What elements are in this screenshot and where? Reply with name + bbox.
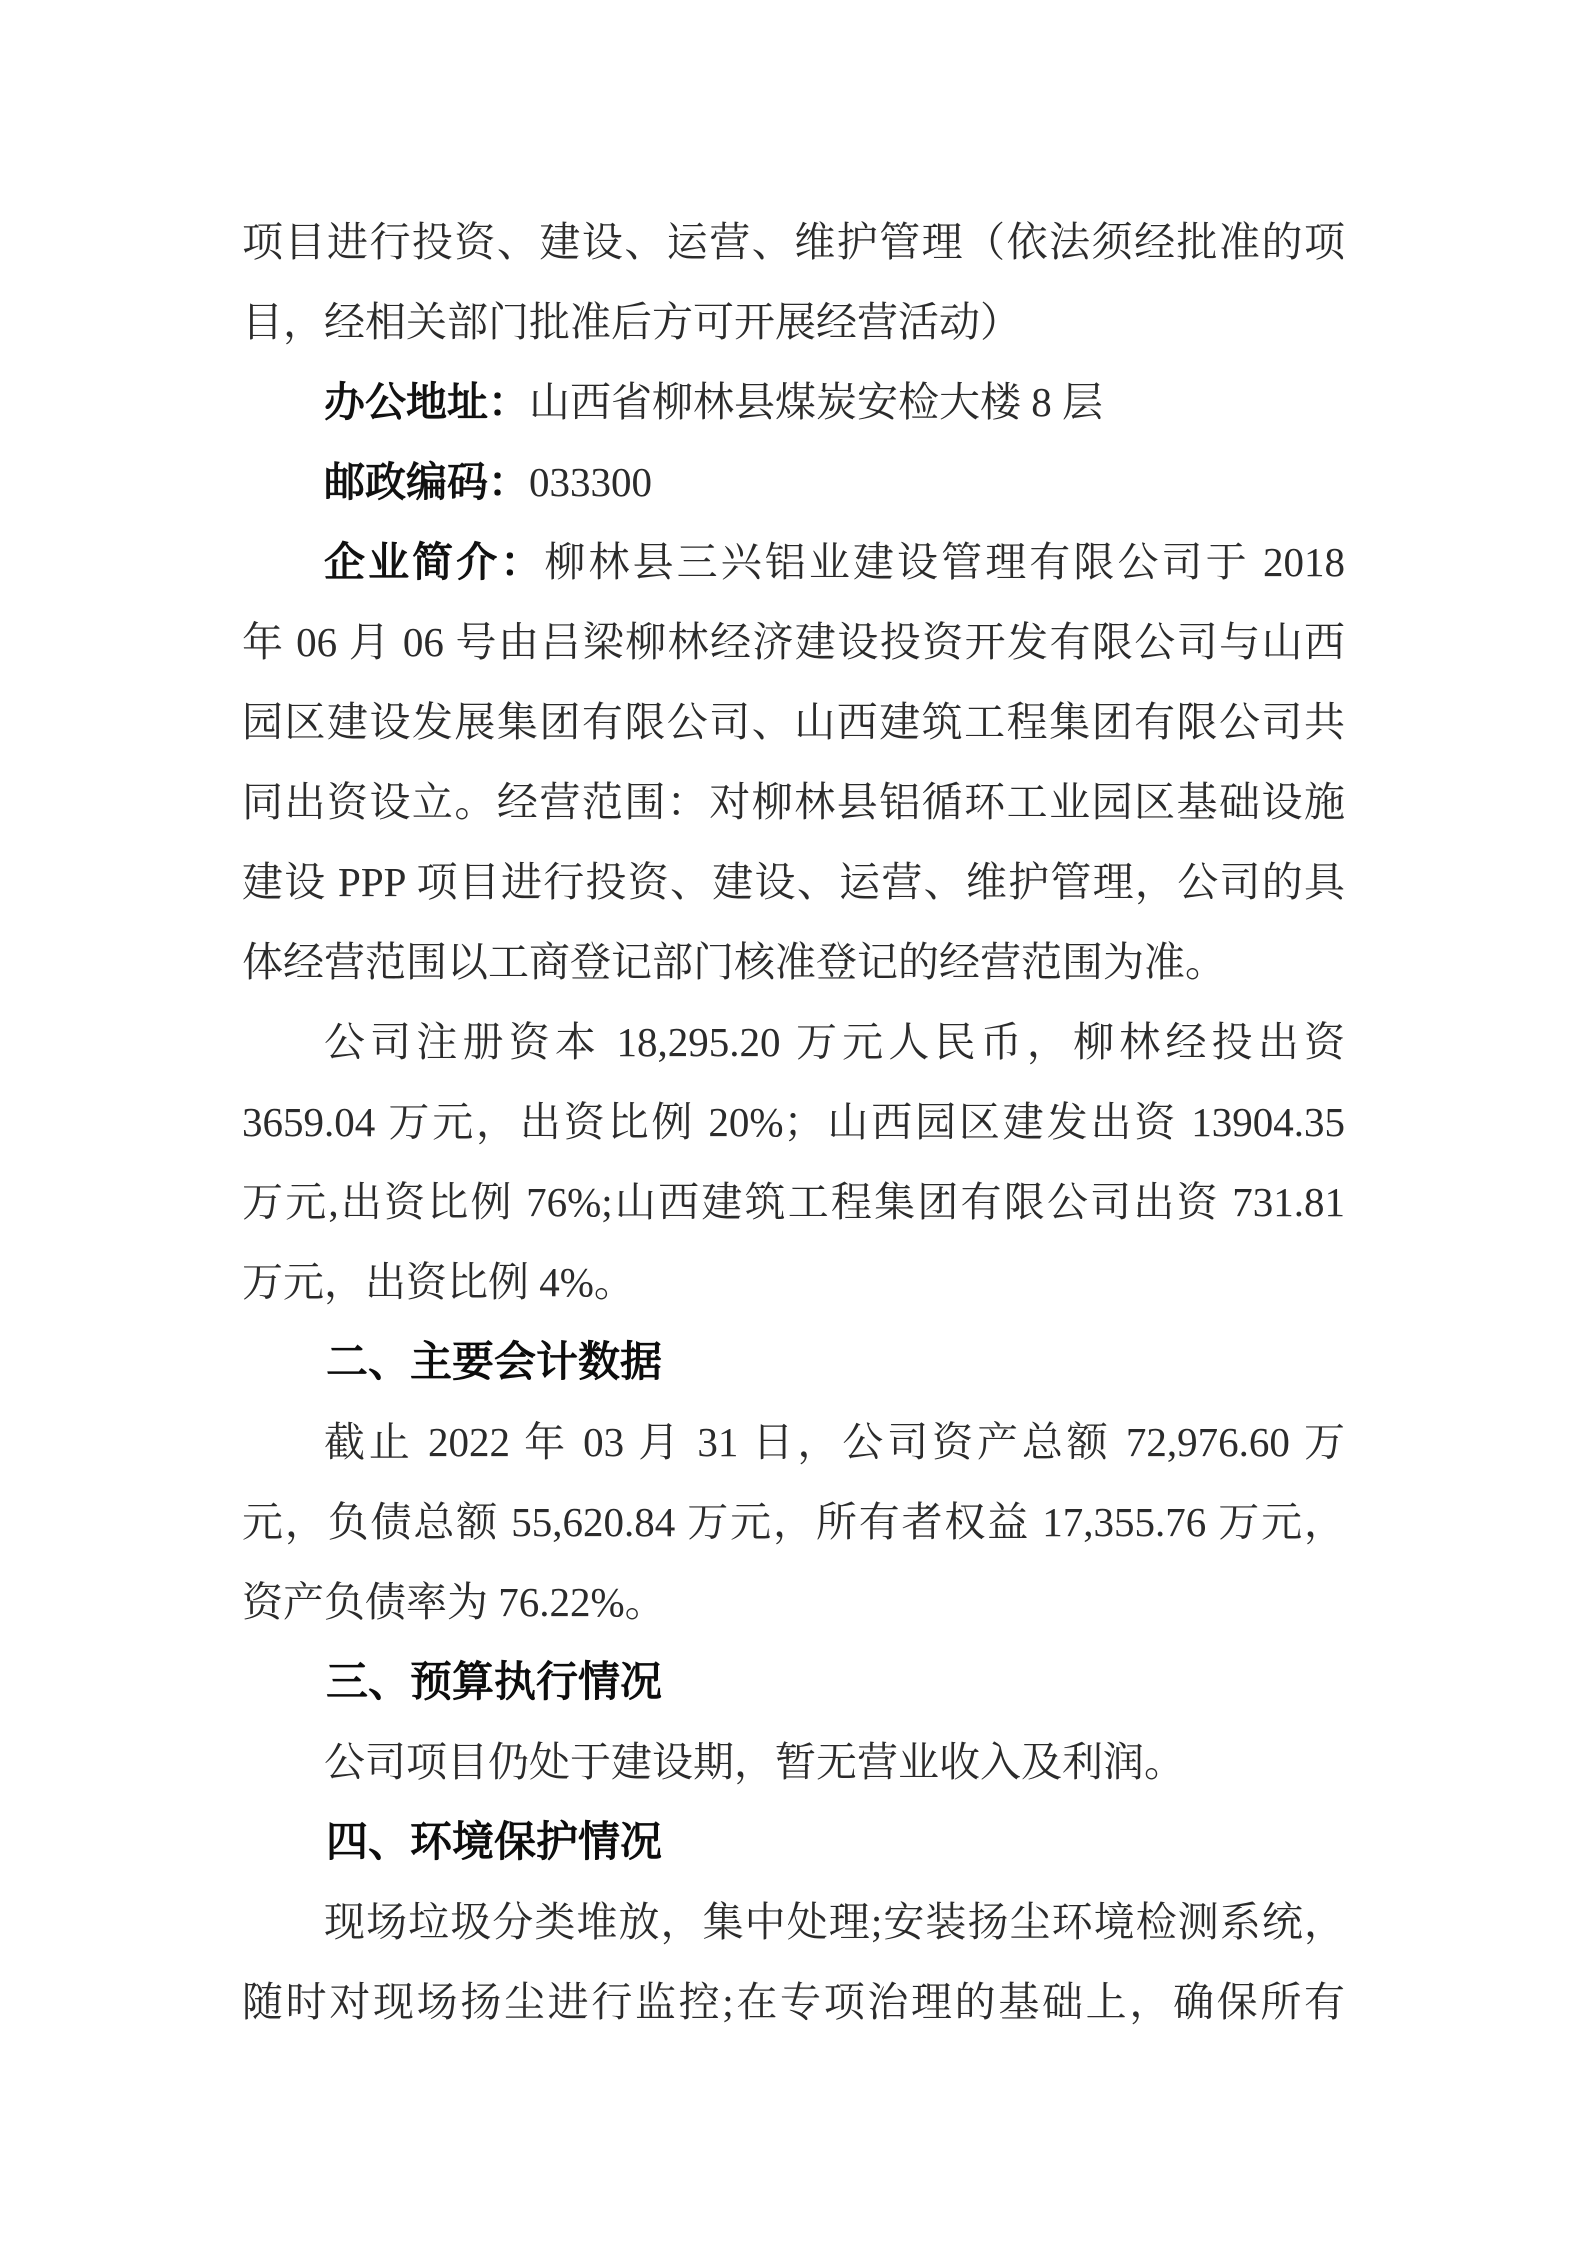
text-line (242, 1562, 1345, 1642)
line-text: 现场垃圾分类堆放，集中处理;安装扬尘环境检测系统， (324, 1899, 1345, 1945)
text-line (242, 682, 1345, 762)
text-line (242, 1162, 1345, 1242)
line-text: 公司项目仍处于建设期，暂无营业收入及利润。 (324, 1739, 1185, 1785)
text-line (242, 602, 1345, 682)
text-line (242, 1722, 1345, 1802)
line-text: 目，经相关部门批准后方可开展经营活动） (242, 299, 1021, 345)
section-heading (242, 1642, 1345, 1722)
line-text: 园区建设发展集团有限公司、山西建筑工程集团有限公司共 (242, 699, 1345, 745)
text-line (242, 362, 1345, 442)
text-line (242, 1962, 1345, 2042)
line-text: 建设 PPP 项目进行投资、建设、运营、维护管理，公司的具 (242, 859, 1345, 905)
text-line (242, 522, 1345, 602)
line-text: 3659.04 万元，出资比例 20%；山西园区建发出资 13904.35 (242, 1099, 1345, 1145)
field-label: 企业简介： (324, 539, 545, 585)
line-text: 资产负债率为 76.22%。 (242, 1579, 666, 1625)
text-line (242, 1242, 1345, 1322)
text-line (242, 282, 1345, 362)
text-line (242, 202, 1345, 282)
line-text: 截止 2022 年 03 月 31 日，公司资产总额 72,976.60 万 (324, 1419, 1345, 1465)
field-label: 办公地址： (324, 379, 529, 425)
line-text: 随时对现场扬尘进行监控;在专项治理的基础上，确保所有 (242, 1979, 1345, 2025)
line-text: 体经营范围以工商登记部门核准登记的经营范围为准。 (242, 939, 1226, 985)
text-line (242, 842, 1345, 922)
line-text: 项目进行投资、建设、运营、维护管理（依法须经批准的项 (242, 219, 1345, 265)
line-text: 三、预算执行情况 (326, 1658, 663, 1705)
text-line (242, 1082, 1345, 1162)
line-text: 山西省柳林县煤炭安检大楼 8 层 (529, 379, 1103, 425)
text-line (242, 1402, 1345, 1482)
line-text: 万元，出资比例 4%。 (242, 1259, 635, 1305)
line-text: 同出资设立。经营范围：对柳林县铝循环工业园区基础设施 (242, 779, 1345, 825)
text-line (242, 922, 1345, 1002)
line-text: 公司注册资本 18,295.20 万元人民币，柳林经投出资 (324, 1019, 1345, 1065)
line-text: 万元,出资比例 76%;山西建筑工程集团有限公司出资 731.81 (242, 1179, 1345, 1225)
text-line (242, 1882, 1345, 1962)
line-text: 元，负债总额 55,620.84 万元，所有者权益 17,355.76 万元， (242, 1499, 1345, 1545)
line-text: 二、主要会计数据 (326, 1338, 663, 1385)
field-label: 邮政编码： (324, 459, 529, 505)
text-line (242, 442, 1345, 522)
text-line (242, 1002, 1345, 1082)
line-text: 年 06 月 06 号由吕梁柳林经济建设投资开发有限公司与山西 (242, 619, 1345, 665)
document-body (242, 202, 1345, 2042)
text-line (242, 1482, 1345, 1562)
line-text: 柳林县三兴铝业建设管理有限公司于 2018 (544, 539, 1345, 585)
section-heading (242, 1802, 1345, 1882)
section-heading (242, 1322, 1345, 1402)
line-text: 033300 (529, 459, 652, 505)
text-line (242, 762, 1345, 842)
line-text: 四、环境保护情况 (326, 1818, 663, 1865)
